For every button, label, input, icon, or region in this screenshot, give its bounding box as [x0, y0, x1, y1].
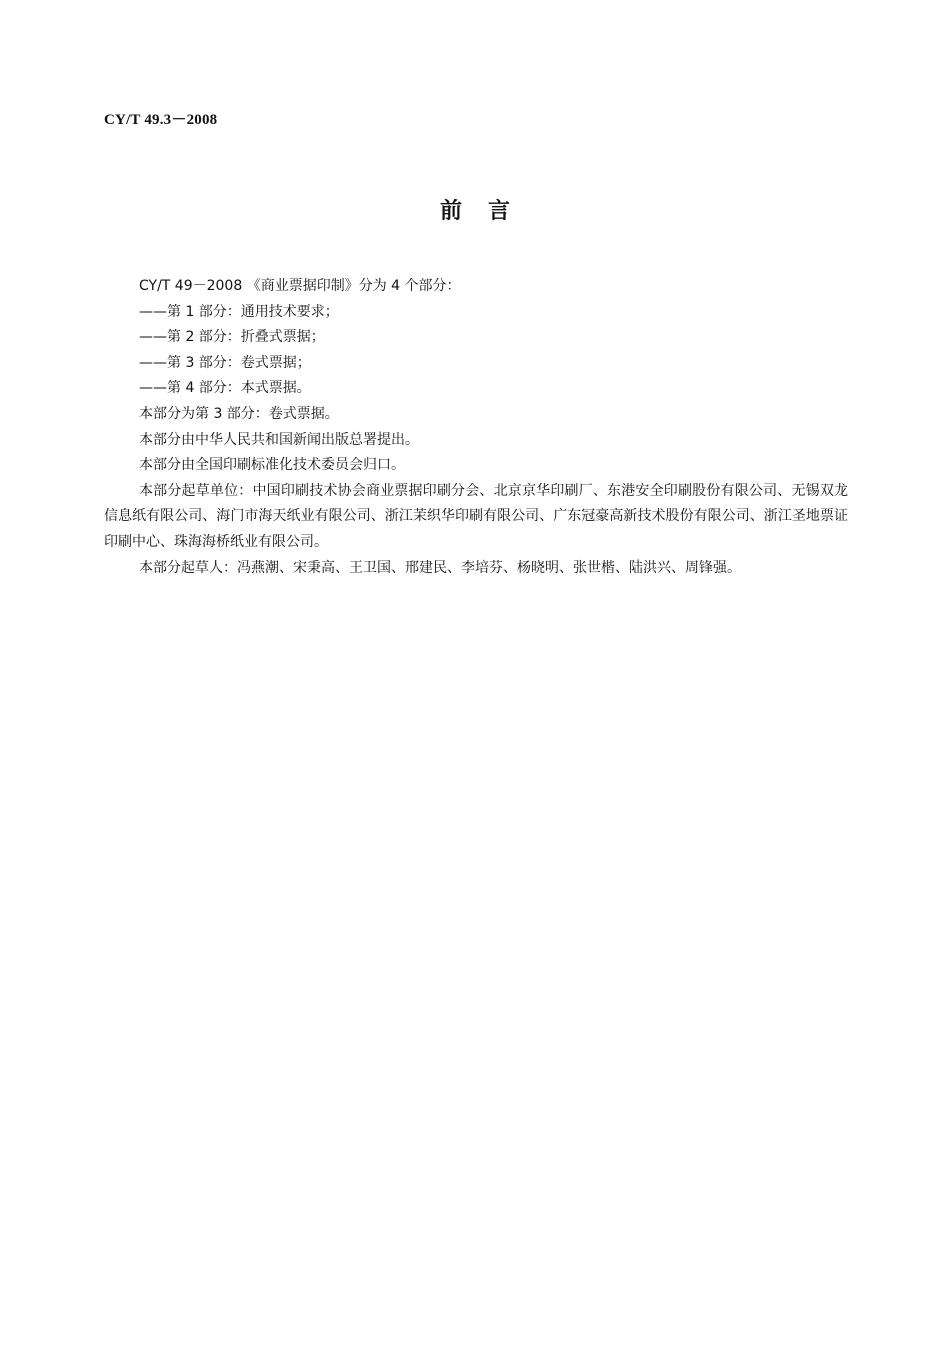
foreword-body: [104, 274, 848, 581]
managed-by-paragraph: 本部分由全国印刷标准化技术委员会归口。: [139, 457, 405, 474]
list-item-part-4: ——第 4 部分：本式票据。: [139, 380, 311, 397]
document-code: CY/T 49.3－2008: [104, 112, 218, 128]
list-item-part-1: ——第 1 部分：通用技术要求；: [139, 303, 339, 320]
list-item-part-2: ——第 2 部分：折叠式票据；: [139, 329, 325, 346]
drafting-units-paragraph: 本部分起草单位：中国印刷技术协会商业票据印刷分会、北京京华印刷厂、东港安全印刷股份有限公司、无锡双龙信息纸有限公司、海门市海天纸业有限公司、浙江茉织华印刷有限公司、广东冠豪高新技术股份有限公司、浙江圣地票证印刷中心、珠海海桥纸业有限公司。: [104, 482, 848, 550]
list-item-part-3: ——第 3 部分：卷式票据；: [139, 354, 311, 371]
title-char-1: 前: [439, 199, 462, 224]
intro-paragraph: CY/T 49－2008 《商业票据印制》分为 4 个部分：: [139, 278, 461, 294]
page-title: [0, 194, 950, 225]
title-char-2: 言: [488, 199, 511, 224]
drafters-paragraph: 本部分起草人：冯燕潮、宋秉高、王卫国、邢建民、李培芬、杨晓明、张世楷、陆洪兴、周锋强。: [139, 559, 741, 576]
this-part-paragraph: 本部分为第 3 部分：卷式票据。: [139, 405, 339, 422]
proposed-by-paragraph: 本部分由中华人民共和国新闻出版总署提出。: [139, 431, 419, 448]
